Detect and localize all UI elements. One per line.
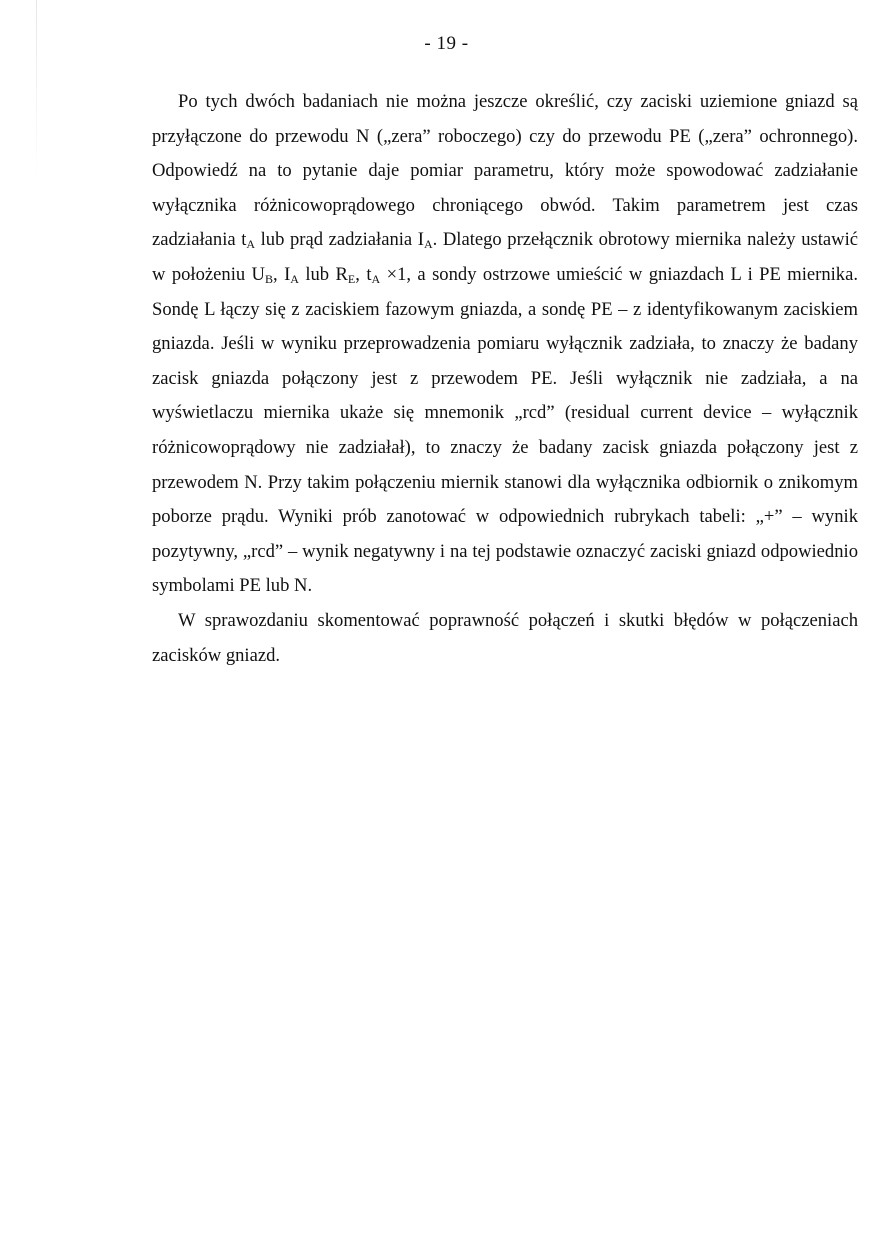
text-run: . Dlatego przełącznik obrotowy miernika należy ustawić w położeniu U [152,229,858,285]
subscript: A [423,237,433,252]
body-text [152,85,858,673]
subscript: E [347,271,356,286]
subscript: A [290,271,299,286]
text-run: lub R [298,263,348,285]
subscript: B [265,271,274,286]
subscript: A [246,237,256,252]
text-run: Po tych dwóch badaniach nie można jeszcze określić, czy zaciski uziemione gniazd są przyłączone do przewodu N („zera” roboczego) czy do przewodu PE („zera” ochronnego). Odpowiedź na to pytanie daje pomiar parametru, który może spowodować zadziałanie wyłącznika różnicowoprądowego chroniącego obwód. Takim parametrem jest czas zadziałania t [152,91,858,251]
paragraph-measurement-instructions [152,85,858,604]
text-run: lub prąd zadziałania I [255,229,424,251]
subscript: A [371,271,381,286]
text-run: ×1, a sondy ostrzowe umieścić w gniazdach L i PE miernika. Sondę L łączy się z zaciskiem fazowym gniazda, a sondę PE – z identyfikowanym zaciskiem gniazda. Jeśli w wyniku przeprowadzenia pomiaru wyłącznik zadziała, to znaczy że badany zacisk gniazda połączony jest z przewodem PE. Jeśli wyłącznik nie zadziała, a na wyświetlaczu miernika ukaże się mnemonik „rcd” (residual current device – wyłącznik różnicowoprądowy nie zadziałał), to znaczy że badany zacisk gniazda połączony jest z przewodem N. Przy takim połączeniu miernik stanowi dla wyłącznika odbiornik o znikomym poborze prądu. Wyniki prób zanotować w odpowiednich rubrykach tabeli: „+” – wynik pozytywny, „rcd” – wynik negatywny i na tej podstawie oznaczyć zaciski gniazd odpowiednio symbolami PE lub N. [152,263,858,597]
text-run: , t [355,263,372,285]
scan-edge-mark [36,0,37,180]
paragraph-report-instructions: W sprawozdaniu skomentować poprawność połączeń i skutki błędów w połączeniach zacisków gniazd. [152,609,858,666]
text-run: , I [273,263,291,285]
page-number: - 19 - [424,33,469,54]
